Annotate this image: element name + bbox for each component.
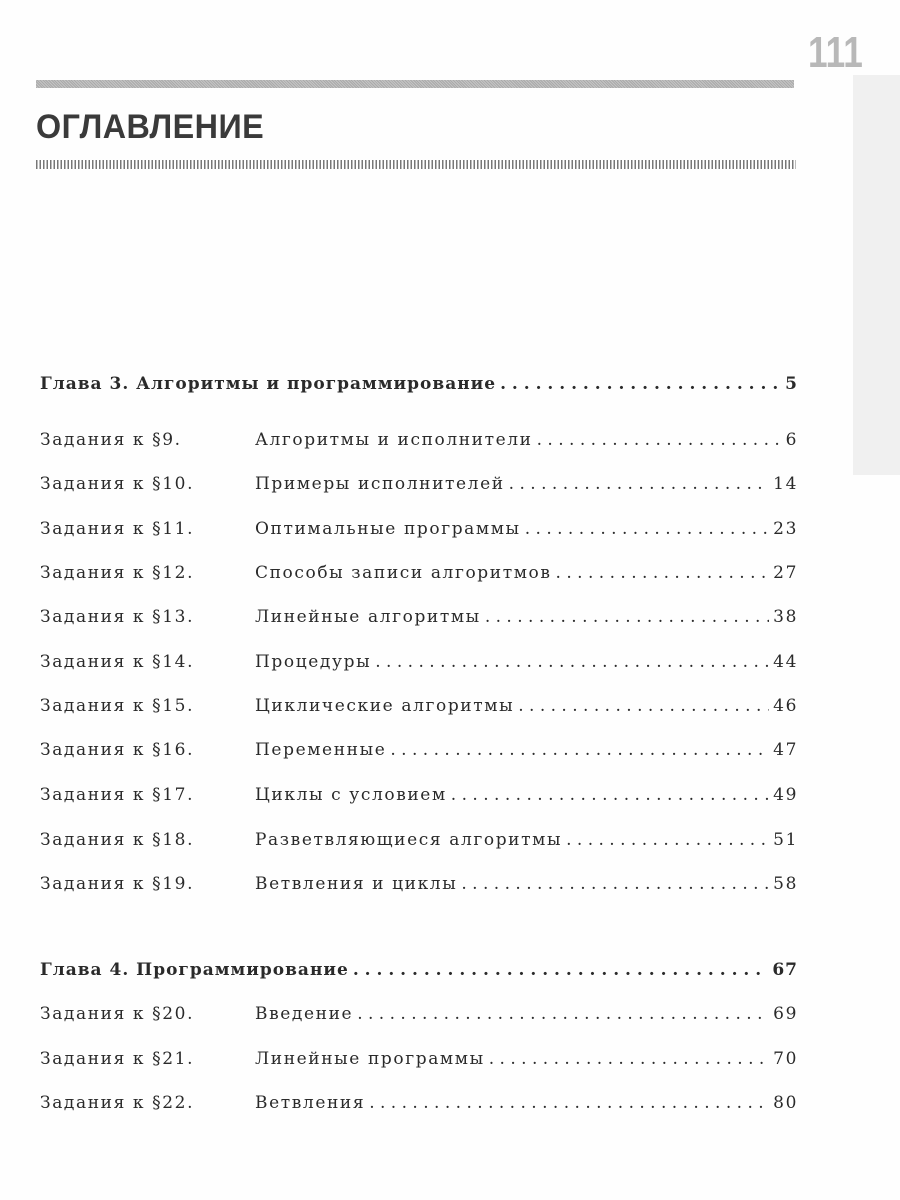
toc-entry (40, 1000, 798, 1024)
chapter-entry (40, 956, 798, 980)
entry-title: Ветвления и циклы (255, 874, 458, 894)
toc-entry (40, 870, 798, 894)
dot-leader (353, 960, 769, 980)
entry-title: Способы записи алгоритмов (255, 563, 552, 583)
entry-title: Глава 3. Алгоритмы и программирование (40, 374, 497, 394)
entry-title: Примеры исполнителей (255, 474, 505, 494)
entry-page: 80 (773, 1093, 798, 1113)
entry-prefix: Задания к §12. (40, 563, 195, 583)
toc-entry (40, 736, 798, 760)
entry-title: Оптимальные программы (255, 519, 521, 539)
header-bar (36, 80, 794, 88)
dot-leader (369, 1093, 769, 1113)
entry-page: 49 (773, 785, 798, 805)
dot-leader (566, 830, 769, 850)
entry-title: Введение (255, 1004, 354, 1024)
entry-prefix: Задания к §14. (40, 652, 195, 672)
dot-leader (451, 785, 769, 805)
toc-entry (40, 1045, 798, 1069)
entry-prefix: Задания к §19. (40, 874, 195, 894)
entry-prefix: Задания к §11. (40, 519, 195, 539)
toc-entry (40, 648, 798, 672)
entry-page: 6 (785, 430, 798, 450)
entry-page: 70 (773, 1049, 798, 1069)
entry-page: 67 (772, 960, 798, 980)
dot-leader (375, 652, 769, 672)
entry-title: Ветвления (255, 1093, 366, 1113)
entry-prefix: Задания к §20. (40, 1004, 195, 1024)
page-title: ОГЛАВЛЕНИЕ (36, 108, 265, 146)
entry-title: Циклы с условием (255, 785, 447, 805)
dot-leader (461, 874, 769, 894)
dot-leader (509, 474, 769, 494)
entry-page: 23 (773, 519, 798, 539)
entry-title: Глава 4. Программирование (40, 960, 349, 980)
dot-leader (500, 374, 781, 394)
toc-entry (40, 1089, 798, 1113)
entry-page: 51 (773, 830, 798, 850)
dot-leader (390, 740, 769, 760)
entry-title: Линейные алгоритмы (255, 607, 481, 627)
entry-page: 58 (773, 874, 798, 894)
toc-entry (40, 515, 798, 539)
title-rule (36, 160, 796, 169)
toc-entry (40, 559, 798, 583)
entry-title: Алгоритмы и исполнители (255, 430, 533, 450)
entry-prefix: Задания к §21. (40, 1049, 195, 1069)
entry-page: 69 (773, 1004, 798, 1024)
entry-page: 46 (773, 696, 798, 716)
entry-prefix: Задания к §18. (40, 830, 195, 850)
dot-leader (525, 519, 769, 539)
toc-entry (40, 426, 798, 450)
dot-leader (556, 563, 770, 583)
entry-prefix: Задания к §9. (40, 430, 182, 450)
dot-leader (537, 430, 782, 450)
entry-title: Процедуры (255, 652, 372, 672)
dot-leader (485, 607, 769, 627)
entry-page: 27 (773, 563, 798, 583)
toc-entry (40, 826, 798, 850)
dot-leader (489, 1049, 769, 1069)
entry-prefix: Задания к §16. (40, 740, 195, 760)
dot-leader (357, 1004, 769, 1024)
dot-leader (518, 696, 769, 716)
entry-title: Разветвляющиеся алгоритмы (255, 830, 563, 850)
entry-prefix: Задания к §15. (40, 696, 195, 716)
entry-page: 14 (773, 474, 798, 494)
page-edge-strip (853, 75, 900, 475)
entry-prefix: Задания к §17. (40, 785, 195, 805)
chapter-entry (40, 370, 798, 394)
entry-title: Циклические алгоритмы (255, 696, 515, 716)
toc-entry (40, 470, 798, 494)
entry-prefix: Задания к §22. (40, 1093, 195, 1113)
toc-entry (40, 692, 798, 716)
entry-title: Линейные программы (255, 1049, 485, 1069)
entry-title: Переменные (255, 740, 387, 760)
entry-page: 38 (773, 607, 798, 627)
entry-prefix: Задания к §13. (40, 607, 195, 627)
page-number: 111 (808, 28, 863, 77)
entry-page: 44 (773, 652, 798, 672)
entry-page: 47 (773, 740, 798, 760)
entry-prefix: Задания к §10. (40, 474, 195, 494)
entry-page: 5 (785, 374, 798, 394)
toc-entry (40, 603, 798, 627)
toc-entry (40, 781, 798, 805)
